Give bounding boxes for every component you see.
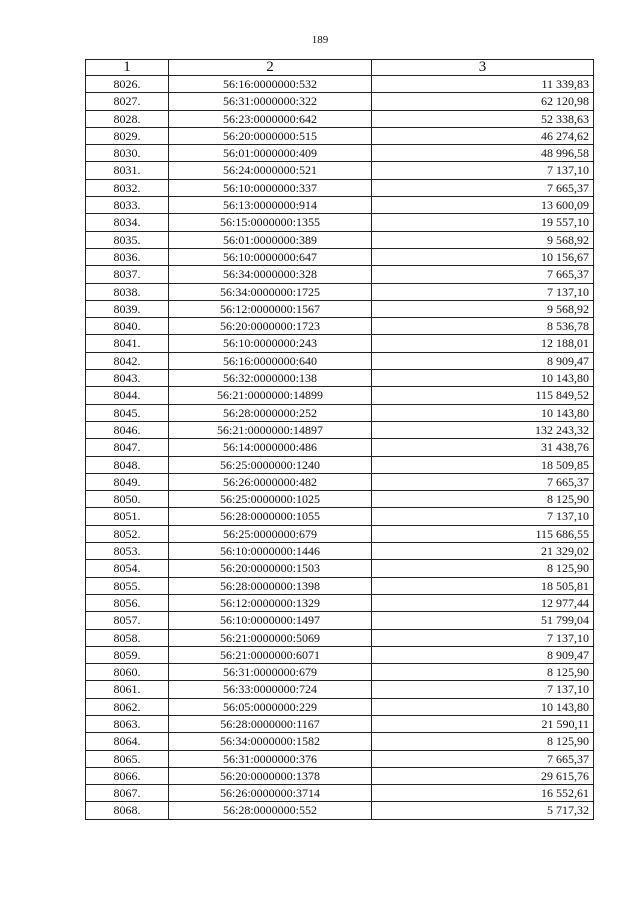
value-cell: 8 125,90 bbox=[372, 491, 594, 508]
cadastral-number-cell: 56:01:0000000:409 bbox=[169, 145, 372, 162]
row-number-cell: 8060. bbox=[86, 664, 169, 681]
table-row bbox=[86, 404, 594, 421]
table-header-row bbox=[86, 60, 594, 76]
cadastral-number-cell: 56:05:0000000:229 bbox=[169, 698, 372, 715]
value-cell: 115 849,52 bbox=[372, 387, 594, 404]
row-number-cell: 8066. bbox=[86, 767, 169, 784]
value-cell: 7 137,10 bbox=[372, 629, 594, 646]
value-cell: 48 996,58 bbox=[372, 145, 594, 162]
table-row bbox=[86, 439, 594, 456]
cadastral-number-cell: 56:10:0000000:337 bbox=[169, 179, 372, 196]
cadastral-number-cell: 56:31:0000000:376 bbox=[169, 750, 372, 767]
table-row bbox=[86, 318, 594, 335]
cadastral-number-cell: 56:26:0000000:482 bbox=[169, 473, 372, 490]
row-number-cell: 8040. bbox=[86, 318, 169, 335]
table-row bbox=[86, 508, 594, 525]
value-cell: 7 137,10 bbox=[372, 681, 594, 698]
table-row bbox=[86, 248, 594, 265]
value-cell: 115 686,55 bbox=[372, 525, 594, 542]
row-number-cell: 8049. bbox=[86, 473, 169, 490]
table-row bbox=[86, 197, 594, 214]
table-row bbox=[86, 681, 594, 698]
value-cell: 62 120,98 bbox=[372, 93, 594, 110]
value-cell: 10 143,80 bbox=[372, 404, 594, 421]
cadastral-number-cell: 56:31:0000000:679 bbox=[169, 664, 372, 681]
cadastral-number-cell: 56:20:0000000:1503 bbox=[169, 560, 372, 577]
row-number-cell: 8062. bbox=[86, 698, 169, 715]
cadastral-number-cell: 56:33:0000000:724 bbox=[169, 681, 372, 698]
row-number-cell: 8037. bbox=[86, 266, 169, 283]
value-cell: 7 665,37 bbox=[372, 473, 594, 490]
row-number-cell: 8057. bbox=[86, 612, 169, 629]
column-header-1: 1 bbox=[86, 60, 169, 76]
table-row bbox=[86, 612, 594, 629]
row-number-cell: 8035. bbox=[86, 231, 169, 248]
table-row bbox=[86, 594, 594, 611]
table-row bbox=[86, 370, 594, 387]
table-row bbox=[86, 127, 594, 144]
table-row bbox=[86, 715, 594, 732]
value-cell: 7 665,37 bbox=[372, 179, 594, 196]
cadastral-number-cell: 56:23:0000000:642 bbox=[169, 110, 372, 127]
row-number-cell: 8029. bbox=[86, 127, 169, 144]
table-row bbox=[86, 231, 594, 248]
row-number-cell: 8041. bbox=[86, 335, 169, 352]
value-cell: 52 338,63 bbox=[372, 110, 594, 127]
table-row bbox=[86, 543, 594, 560]
value-cell: 8 125,90 bbox=[372, 560, 594, 577]
table-row bbox=[86, 421, 594, 438]
row-number-cell: 8030. bbox=[86, 145, 169, 162]
table-row bbox=[86, 162, 594, 179]
cadastral-number-cell: 56:25:0000000:1240 bbox=[169, 456, 372, 473]
value-cell: 11 339,83 bbox=[372, 76, 594, 93]
table-row bbox=[86, 664, 594, 681]
row-number-cell: 8058. bbox=[86, 629, 169, 646]
table-row bbox=[86, 750, 594, 767]
value-cell: 29 615,76 bbox=[372, 767, 594, 784]
cadastral-number-cell: 56:16:0000000:640 bbox=[169, 352, 372, 369]
row-number-cell: 8027. bbox=[86, 93, 169, 110]
table-row bbox=[86, 335, 594, 352]
cadastral-number-cell: 56:12:0000000:1567 bbox=[169, 300, 372, 317]
table-row bbox=[86, 352, 594, 369]
row-number-cell: 8032. bbox=[86, 179, 169, 196]
value-cell: 132 243,32 bbox=[372, 421, 594, 438]
cadastral-number-cell: 56:21:0000000:6071 bbox=[169, 646, 372, 663]
value-cell: 7 137,10 bbox=[372, 283, 594, 300]
row-number-cell: 8052. bbox=[86, 525, 169, 542]
value-cell: 8 125,90 bbox=[372, 733, 594, 750]
row-number-cell: 8028. bbox=[86, 110, 169, 127]
table-row bbox=[86, 473, 594, 490]
row-number-cell: 8053. bbox=[86, 543, 169, 560]
value-cell: 21 329,02 bbox=[372, 543, 594, 560]
table-row bbox=[86, 214, 594, 231]
row-number-cell: 8065. bbox=[86, 750, 169, 767]
column-header-3: 3 bbox=[372, 60, 594, 76]
table-row bbox=[86, 387, 594, 404]
table-row bbox=[86, 767, 594, 784]
value-cell: 9 568,92 bbox=[372, 300, 594, 317]
row-number-cell: 8064. bbox=[86, 733, 169, 750]
cadastral-number-cell: 56:12:0000000:1329 bbox=[169, 594, 372, 611]
value-cell: 21 590,11 bbox=[372, 715, 594, 732]
row-number-cell: 8026. bbox=[86, 76, 169, 93]
row-number-cell: 8046. bbox=[86, 421, 169, 438]
cadastral-number-cell: 56:28:0000000:1167 bbox=[169, 715, 372, 732]
row-number-cell: 8054. bbox=[86, 560, 169, 577]
value-cell: 7 137,10 bbox=[372, 162, 594, 179]
cadastral-number-cell: 56:25:0000000:1025 bbox=[169, 491, 372, 508]
cadastral-number-cell: 56:13:0000000:914 bbox=[169, 197, 372, 214]
cadastral-number-cell: 56:34:0000000:1582 bbox=[169, 733, 372, 750]
cadastral-number-cell: 56:25:0000000:679 bbox=[169, 525, 372, 542]
table-row bbox=[86, 646, 594, 663]
cadastral-number-cell: 56:14:0000000:486 bbox=[169, 439, 372, 456]
table-row bbox=[86, 179, 594, 196]
value-cell: 13 600,09 bbox=[372, 197, 594, 214]
value-cell: 10 156,67 bbox=[372, 248, 594, 265]
table-row bbox=[86, 629, 594, 646]
table-row bbox=[86, 525, 594, 542]
value-cell: 8 536,78 bbox=[372, 318, 594, 335]
cadastral-number-cell: 56:21:0000000:14899 bbox=[169, 387, 372, 404]
cadastral-number-cell: 56:24:0000000:521 bbox=[169, 162, 372, 179]
value-cell: 31 438,76 bbox=[372, 439, 594, 456]
table-row bbox=[86, 76, 594, 93]
value-cell: 7 665,37 bbox=[372, 750, 594, 767]
value-cell: 12 977,44 bbox=[372, 594, 594, 611]
table-row bbox=[86, 733, 594, 750]
cadastral-number-cell: 56:10:0000000:1446 bbox=[169, 543, 372, 560]
cadastral-number-cell: 56:21:0000000:5069 bbox=[169, 629, 372, 646]
table-row bbox=[86, 300, 594, 317]
cadastral-number-cell: 56:26:0000000:3714 bbox=[169, 785, 372, 802]
value-cell: 19 557,10 bbox=[372, 214, 594, 231]
value-cell: 18 509,85 bbox=[372, 456, 594, 473]
value-cell: 8 909,47 bbox=[372, 352, 594, 369]
cadastral-number-cell: 56:01:0000000:389 bbox=[169, 231, 372, 248]
cadastral-number-cell: 56:32:0000000:138 bbox=[169, 370, 372, 387]
row-number-cell: 8039. bbox=[86, 300, 169, 317]
row-number-cell: 8045. bbox=[86, 404, 169, 421]
cadastral-number-cell: 56:10:0000000:243 bbox=[169, 335, 372, 352]
cadastral-number-cell: 56:15:0000000:1355 bbox=[169, 214, 372, 231]
row-number-cell: 8048. bbox=[86, 456, 169, 473]
row-number-cell: 8043. bbox=[86, 370, 169, 387]
table-row bbox=[86, 785, 594, 802]
value-cell: 8 125,90 bbox=[372, 664, 594, 681]
row-number-cell: 8056. bbox=[86, 594, 169, 611]
table-body bbox=[86, 76, 594, 820]
cadastral-number-cell: 56:10:0000000:647 bbox=[169, 248, 372, 265]
cadastral-number-cell: 56:28:0000000:1055 bbox=[169, 508, 372, 525]
page-number: 189 bbox=[311, 34, 329, 46]
table-row bbox=[86, 110, 594, 127]
value-cell: 5 717,32 bbox=[372, 802, 594, 819]
row-number-cell: 8042. bbox=[86, 352, 169, 369]
cadastral-number-cell: 56:10:0000000:1497 bbox=[169, 612, 372, 629]
value-cell: 16 552,61 bbox=[372, 785, 594, 802]
cadastral-number-cell: 56:20:0000000:515 bbox=[169, 127, 372, 144]
row-number-cell: 8051. bbox=[86, 508, 169, 525]
value-cell: 7 665,37 bbox=[372, 266, 594, 283]
cadastral-number-cell: 56:31:0000000:322 bbox=[169, 93, 372, 110]
row-number-cell: 8067. bbox=[86, 785, 169, 802]
cadastral-number-cell: 56:28:0000000:252 bbox=[169, 404, 372, 421]
row-number-cell: 8063. bbox=[86, 715, 169, 732]
table-row bbox=[86, 577, 594, 594]
value-cell: 7 137,10 bbox=[372, 508, 594, 525]
table-row bbox=[86, 491, 594, 508]
cadastral-number-cell: 56:20:0000000:1723 bbox=[169, 318, 372, 335]
table-row bbox=[86, 145, 594, 162]
row-number-cell: 8059. bbox=[86, 646, 169, 663]
value-cell: 18 505,81 bbox=[372, 577, 594, 594]
cadastral-number-cell: 56:16:0000000:532 bbox=[169, 76, 372, 93]
cadastral-number-cell: 56:21:0000000:14897 bbox=[169, 421, 372, 438]
value-cell: 10 143,80 bbox=[372, 698, 594, 715]
column-header-2: 2 bbox=[169, 60, 372, 76]
cadastral-number-cell: 56:34:0000000:1725 bbox=[169, 283, 372, 300]
row-number-cell: 8038. bbox=[86, 283, 169, 300]
row-number-cell: 8061. bbox=[86, 681, 169, 698]
row-number-cell: 8033. bbox=[86, 197, 169, 214]
row-number-cell: 8034. bbox=[86, 214, 169, 231]
row-number-cell: 8050. bbox=[86, 491, 169, 508]
cadastral-number-cell: 56:28:0000000:552 bbox=[169, 802, 372, 819]
row-number-cell: 8031. bbox=[86, 162, 169, 179]
table-row bbox=[86, 698, 594, 715]
value-cell: 8 909,47 bbox=[372, 646, 594, 663]
table-row bbox=[86, 802, 594, 819]
registry-table bbox=[85, 59, 594, 820]
value-cell: 12 188,01 bbox=[372, 335, 594, 352]
value-cell: 10 143,80 bbox=[372, 370, 594, 387]
row-number-cell: 8068. bbox=[86, 802, 169, 819]
table-row bbox=[86, 93, 594, 110]
cadastral-number-cell: 56:34:0000000:328 bbox=[169, 266, 372, 283]
value-cell: 46 274,62 bbox=[372, 127, 594, 144]
table-row bbox=[86, 266, 594, 283]
row-number-cell: 8055. bbox=[86, 577, 169, 594]
value-cell: 9 568,92 bbox=[372, 231, 594, 248]
table-row bbox=[86, 456, 594, 473]
row-number-cell: 8044. bbox=[86, 387, 169, 404]
row-number-cell: 8047. bbox=[86, 439, 169, 456]
table-row bbox=[86, 560, 594, 577]
value-cell: 51 799,04 bbox=[372, 612, 594, 629]
cadastral-number-cell: 56:20:0000000:1378 bbox=[169, 767, 372, 784]
table-row bbox=[86, 283, 594, 300]
cadastral-number-cell: 56:28:0000000:1398 bbox=[169, 577, 372, 594]
row-number-cell: 8036. bbox=[86, 248, 169, 265]
